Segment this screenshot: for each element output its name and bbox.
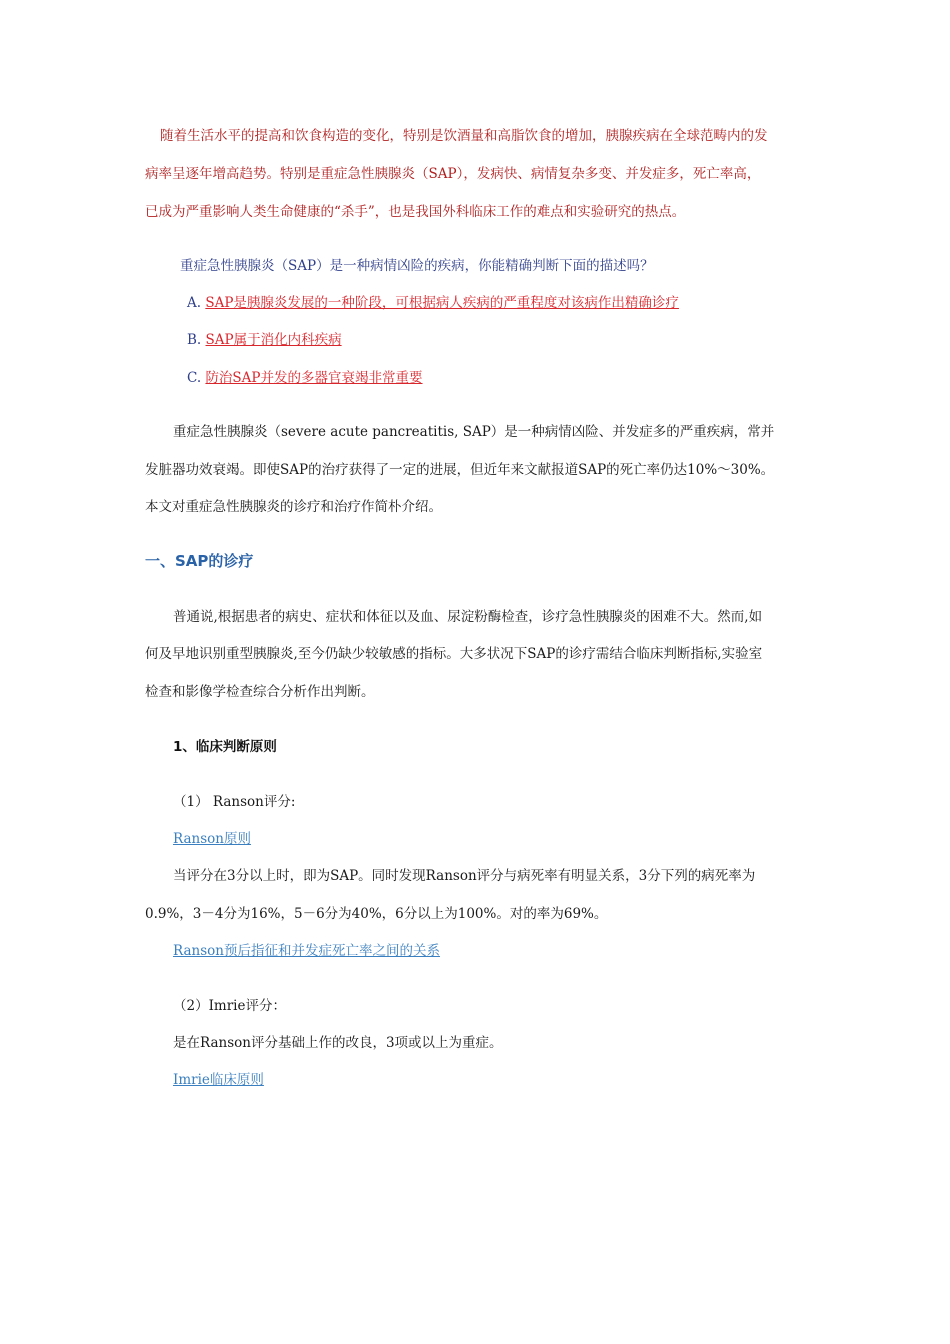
overview-line: 重症急性胰腺炎（severe acute pancreatitis, SAP）是一种病情凶险、并发症多的严重疾病，常并 [173, 424, 775, 440]
overview-line: 本文对重症急性胰腺炎的诊疗和治疗作简朴介绍。 [145, 499, 442, 515]
quiz-option-a[interactable] [187, 293, 679, 313]
option-c-link[interactable]: 防治SAP并发的多器官衰竭非常重要 [205, 370, 423, 386]
ranson-text-line: 0.9%，3－4分为16%，5－6分为40%，6分以上为100%。对的率为69%。 [145, 906, 608, 922]
option-letter: A. [187, 295, 202, 311]
subsection-heading: 1、临床判断原则 [173, 739, 277, 755]
section-heading: 一、SAP的诊疗 [145, 552, 254, 570]
ranson-label: （1） Ranson评分: [173, 794, 296, 810]
section1-line: 何及早地识别重型胰腺炎,至今仍缺少较敏感的指标。大多状况下SAP的诊疗需结合临床判断指标,实验室 [145, 646, 763, 662]
intro-line: 已成为严重影响人类生命健康的“杀手”，也是我国外科临床工作的难点和实验研究的热点。 [145, 204, 686, 220]
overview-line: 发脏器功效衰竭。即使SAP的治疗获得了一定的进展，但近年来文献报道SAP的死亡率仍达10%～30%。 [145, 462, 775, 478]
option-a-link[interactable]: SAP是胰腺炎发展的一种阶段，可根据病人疾病的严重程度对该病作出精确诊疗 [205, 295, 679, 311]
imrie-label: （2）Imrie评分： [173, 998, 286, 1014]
intro-line: 随着生活水平的提高和饮食构造的变化，特别是饮酒量和高脂饮食的增加，胰腺疾病在全球范畴内的发 [160, 128, 768, 144]
quiz-option-b[interactable] [187, 330, 342, 350]
section1-line: 普通说,根据患者的病史、症状和体征以及血、尿淀粉酶检查，诊疗急性胰腺炎的困难不大。然而,如 [173, 609, 763, 625]
ranson-prognosis-link[interactable]: Ranson预后指征和并发症死亡率之间的关系 [173, 943, 440, 959]
ranson-text-line: 当评分在3分以上时，即为SAP。同时发现Ranson评分与病死率有明显关系，3分下列的病死率为 [173, 868, 756, 884]
option-letter: B. [187, 332, 202, 348]
option-b-link[interactable]: SAP属于消化内科疾病 [205, 332, 342, 348]
option-letter: C. [187, 370, 202, 386]
quiz-option-c[interactable] [187, 368, 423, 388]
imrie-criteria-link[interactable]: Imrie临床原则 [173, 1072, 264, 1088]
section1-line: 检查和影像学检查综合分析作出判断。 [145, 684, 375, 700]
imrie-text: 是在Ranson评分基础上作的改良，3项或以上为重症。 [173, 1035, 503, 1051]
ranson-criteria-link[interactable]: Ranson原则 [173, 831, 251, 847]
quiz-question: 重症急性胰腺炎（SAP）是一种病情凶险的疾病，你能精确判断下面的描述吗？ [180, 258, 654, 274]
intro-line: 病率呈逐年增高趋势。特别是重症急性胰腺炎（SAP），发病快、病情复杂多变、并发症多，死亡率高， [145, 166, 761, 182]
